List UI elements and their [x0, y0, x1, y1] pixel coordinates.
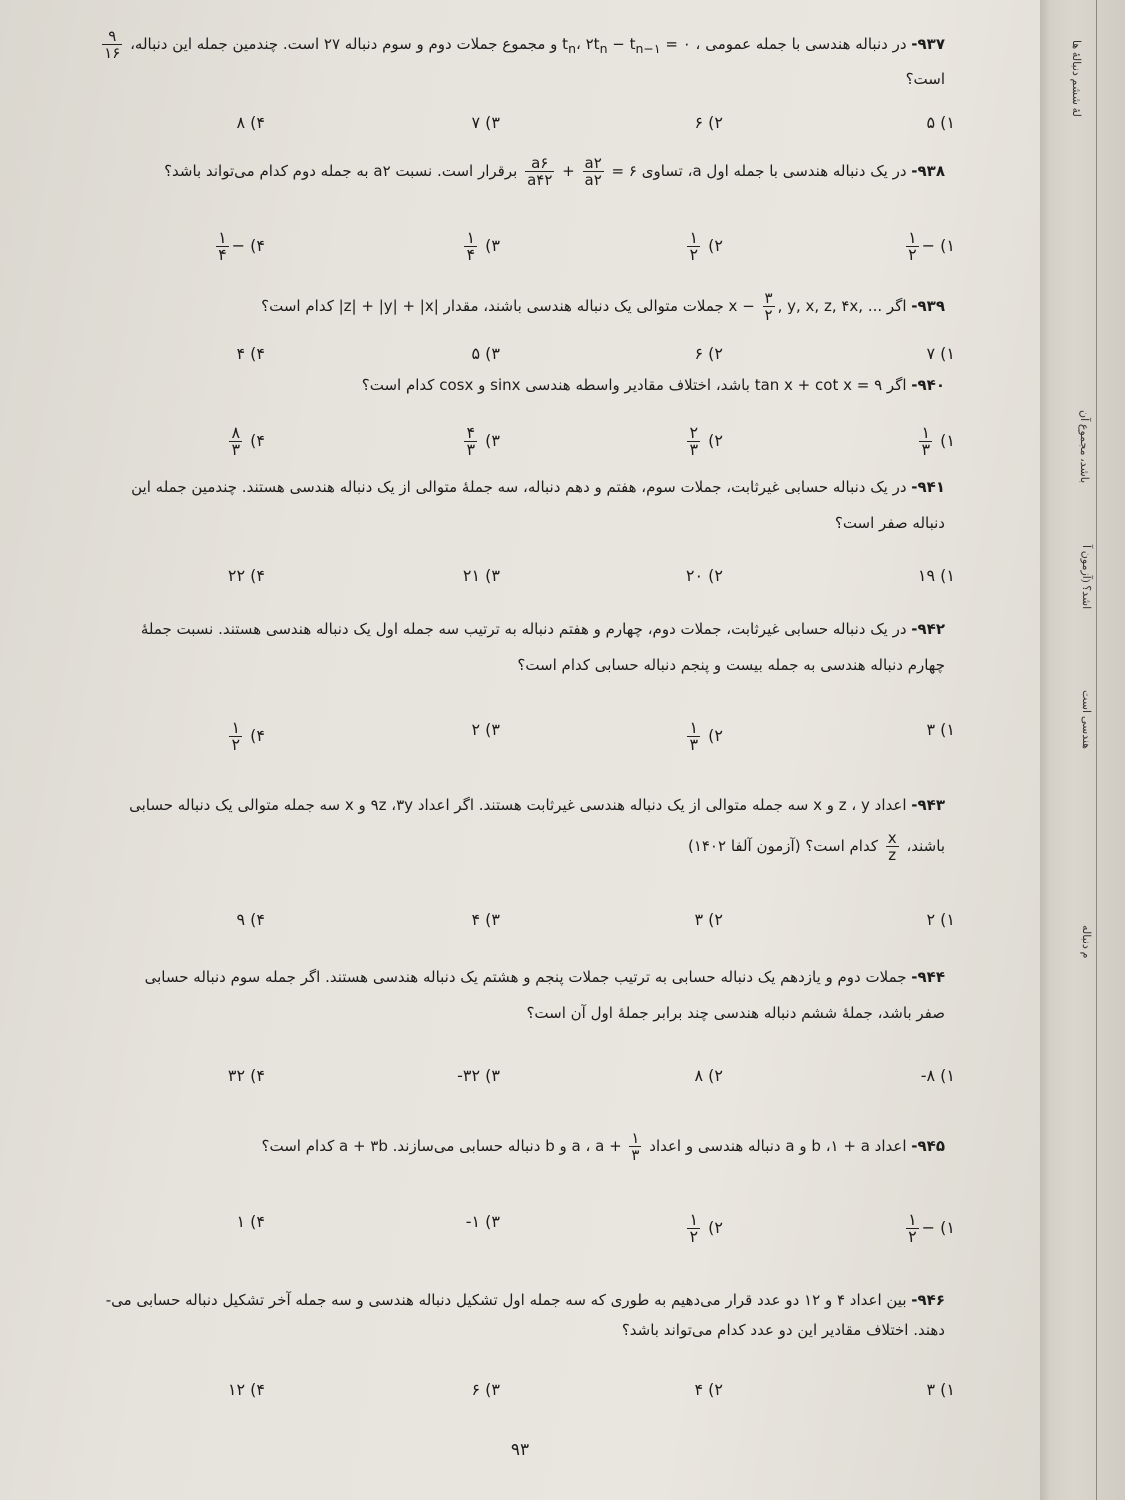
page-number: ۹۳ — [510, 1440, 530, 1460]
answer-options-937 — [0, 113, 955, 143]
option-3[interactable]: ۳) ۵ — [471, 344, 500, 363]
question-text: و مجموع جملات دوم و سوم دنباله ۲۷ است. چندمین جمله این دنباله، — [130, 35, 558, 53]
option-1[interactable]: ۱) ۷ — [926, 344, 955, 363]
option-1[interactable]: ۱) − $\frac{۱}{۲}$ — [908, 228, 955, 264]
question-941-line-1: ۹۴۱- در یک دنباله حسابی غیرثابت، جملات سوم، هفتم و دهم دنباله، سه جملهٔ متوالی از یک دنباله هندسی هستند. چندمین جمله این — [131, 478, 945, 496]
option-1[interactable]: ۱) $\frac{۱}{۳}$ — [921, 423, 955, 459]
question-946-line-1: ۹۴۶- بین اعداد ۴ و ۱۲ دو عدد قرار می‌دهیم به طوری که سه جمله اول تشکیل دنباله هندسی و سه جمله آخر تشکیل دنباله حسابی می- — [105, 1291, 945, 1309]
option-1[interactable]: ۱) ۵ — [926, 113, 955, 132]
option-4[interactable]: ۴) ۴ — [236, 344, 265, 363]
question-number: ۹۴۳- — [911, 796, 945, 814]
option-2[interactable]: ۲) ۴ — [694, 1380, 723, 1399]
question-937-line-2: است؟ — [905, 70, 945, 88]
question-940 — [0, 370, 945, 400]
option-4[interactable]: ۴) ۳۲ — [227, 1066, 265, 1085]
option-2[interactable]: ۲) $\frac{۱}{۲}$ — [689, 228, 723, 264]
answer-options-941 — [0, 566, 955, 596]
option-1[interactable]: ۱) ۳ — [926, 720, 955, 739]
option-3[interactable]: ۳) ۳۲- — [457, 1066, 500, 1085]
question-number: ۹۴۴- — [911, 968, 945, 986]
question-944-line-2: صفر باشد، جملهٔ ششم دنباله هندسی چند برابر جملهٔ اول آن است؟ — [526, 1004, 945, 1022]
option-4[interactable]: ۴) ۲۲ — [227, 566, 265, 585]
option-4[interactable]: ۴) $\frac{۱}{۲}$ — [231, 718, 265, 754]
question-945 — [0, 1130, 945, 1163]
question-937-line-1 — [0, 28, 945, 64]
option-4[interactable]: ۴) $\frac{۸}{۳}$ — [231, 423, 265, 459]
question-937 — [0, 28, 945, 94]
edge-fragment: م دنباله — [1080, 925, 1092, 959]
option-1[interactable]: ۱) ۳ — [926, 1380, 955, 1399]
option-2[interactable]: ۲) ۲۰ — [685, 566, 723, 585]
question-number: ۹۳۸- — [911, 162, 945, 180]
question-943-line-2: باشند، $\frac{x}{z}$ کدام است؟ (آزمون آلفا ۱۴۰۲) — [687, 829, 945, 864]
math-expression: $\frac{a۶}{a۴۲}$ + $\frac{a۲}{a۲}$ = ۶ — [527, 154, 637, 189]
option-3[interactable]: ۳) ۴ — [471, 910, 500, 929]
option-2[interactable]: ۲) $\frac{۲}{۳}$ — [689, 423, 723, 459]
question-942 — [0, 614, 945, 680]
question-number: ۹۳۷- — [911, 35, 945, 53]
question-number: ۹۴۲- — [911, 620, 945, 638]
option-3[interactable]: ۳) $\frac{۴}{۳}$ — [466, 423, 500, 459]
page-divider — [1096, 0, 1097, 1500]
edge-fragment: باشد، مجموع آن — [1078, 410, 1090, 484]
option-4[interactable]: ۴) ۸ — [236, 113, 265, 132]
option-2[interactable]: ۲) ۳ — [694, 910, 723, 929]
option-2[interactable]: ۲) $\frac{۱}{۲}$ — [689, 1210, 723, 1246]
fraction: $\frac{x}{z}$ — [887, 829, 897, 864]
option-1[interactable]: ۱) ۸- — [920, 1066, 955, 1085]
question-number: ۹۴۰- — [911, 376, 945, 394]
question-945-line-1: ۹۴۵- اعداد b ،۱ + a و a دنباله هندسی و اعداد a ، a + $\frac{۱}{۳}$ و b دنباله حسابی می‌سازند. a + ۳b کدام است؟ — [261, 1129, 945, 1164]
question-number: ۹۴۶- — [911, 1291, 945, 1309]
edge-fragment: اشد؟ (آزمون آ — [1080, 545, 1092, 610]
option-2[interactable]: ۲) ۸ — [694, 1066, 723, 1085]
question-941-line-2: دنباله صفر است؟ — [834, 514, 945, 532]
option-4[interactable]: ۴) ۹ — [236, 910, 265, 929]
question-text: در دنباله هندسی با جمله عمومی — [705, 35, 907, 53]
option-2[interactable]: ۲) $\frac{۱}{۳}$ — [689, 718, 723, 754]
edge-fragment: هندسی است — [1080, 690, 1092, 750]
option-2[interactable]: ۲) ۶ — [694, 344, 723, 363]
question-944-line-1: ۹۴۴- جملات دوم و یازدهم یک دنباله حسابی به ترتیب جملات پنجم و هشتم یک دنباله هندسی هستند. اگر جمله سوم دنباله حسابی — [144, 968, 945, 986]
question-941 — [0, 472, 945, 538]
answer-options-945 — [0, 1212, 955, 1252]
question-939 — [0, 290, 945, 323]
question-946-line-2: دهند. اختلاف مقادیر این دو عدد کدام می‌تواند باشد؟ — [621, 1321, 945, 1339]
answer-options-942 — [0, 720, 955, 760]
question-number: ۹۴۵- — [911, 1137, 945, 1155]
question-943 — [0, 790, 945, 863]
option-3[interactable]: ۳) ۲۱ — [462, 566, 500, 585]
option-4[interactable]: ۴) − $\frac{۱}{۴}$ — [218, 228, 265, 264]
edge-fragment: لهٔ ششم دنبالهٔ ها — [1070, 40, 1082, 117]
question-938 — [0, 155, 945, 188]
question-944 — [0, 962, 945, 1028]
math-expression: $t_n،$ $۲t_n - t_{n-۱}$ = ۰ ، — [562, 35, 701, 56]
fraction: $\frac{۹}{۱۶}$ — [104, 27, 121, 62]
option-3[interactable]: ۳) ۱- — [465, 1212, 500, 1231]
question-939-line-1: ۹۳۹- اگر x − $\frac{۳}{۲}$ , y, x, z, ۴x, ... جملات متوالی یک دنباله هندسی باشند، مقدار |z| + |y| + |x| کدام است؟ — [261, 289, 945, 324]
question-number: ۹۳۹- — [911, 297, 945, 315]
option-2[interactable]: ۲) ۶ — [694, 113, 723, 132]
question-942-line-1: ۹۴۲- در یک دنباله حسابی غیرثابت، جملات دوم، چهارم و هفتم دنباله به ترتیب سه جمله اول یک دنباله هندسی هستند. نسبت جملهٔ — [140, 620, 945, 638]
option-1[interactable]: ۱) − $\frac{۱}{۲}$ — [908, 1210, 955, 1246]
math-expression: x − $\frac{۳}{۲}$ , y, x, z, ۴x, ... — [728, 289, 883, 324]
option-4[interactable]: ۴) ۱۲ — [227, 1380, 265, 1399]
question-942-line-2: چهارم دنباله هندسی به جمله بیست و پنجم دنباله حسابی کدام است؟ — [517, 656, 945, 674]
question-938-line-1: ۹۳۸- در یک دنباله هندسی با جمله اول a، تساوی $\frac{a۶}{a۴۲}$ + $\frac{a۲}{a۲}$ = ۶ برقرار است. نسبت a۲ به جمله دوم کدام می‌تواند باشد؟ — [164, 154, 945, 189]
answer-options-946 — [0, 1380, 955, 1410]
answer-options-938 — [0, 230, 955, 270]
option-3[interactable]: ۳) ۲ — [471, 720, 500, 739]
option-3[interactable]: ۳) ۶ — [471, 1380, 500, 1399]
option-3[interactable]: ۳) $\frac{۱}{۴}$ — [466, 228, 500, 264]
math-expression: a ، a + $\frac{۱}{۳}$ — [571, 1129, 640, 1164]
question-940-line-1: ۹۴۰- اگر tan x + cot x = ۹ باشد، اختلاف مقادیر واسطه هندسی sinx و cosx کدام است؟ — [361, 376, 945, 394]
question-number: ۹۴۱- — [911, 478, 945, 496]
option-1[interactable]: ۱) ۱۹ — [917, 566, 955, 585]
option-4[interactable]: ۴) ۱ — [236, 1212, 265, 1231]
option-1[interactable]: ۱) ۲ — [926, 910, 955, 929]
answer-options-944 — [0, 1066, 955, 1096]
answer-options-943 — [0, 910, 955, 940]
question-943-line-1: ۹۴۳- اعداد z ، y و x سه جمله متوالی از یک دنباله هندسی غیرثابت هستند. اگر اعداد ۹z ،۳y و x سه جمله متوالی یک دنباله حسابی — [129, 796, 945, 814]
option-3[interactable]: ۳) ۷ — [471, 113, 500, 132]
question-946 — [0, 1285, 945, 1345]
adjacent-page-edge — [1040, 0, 1125, 1500]
answer-options-940 — [0, 425, 955, 465]
